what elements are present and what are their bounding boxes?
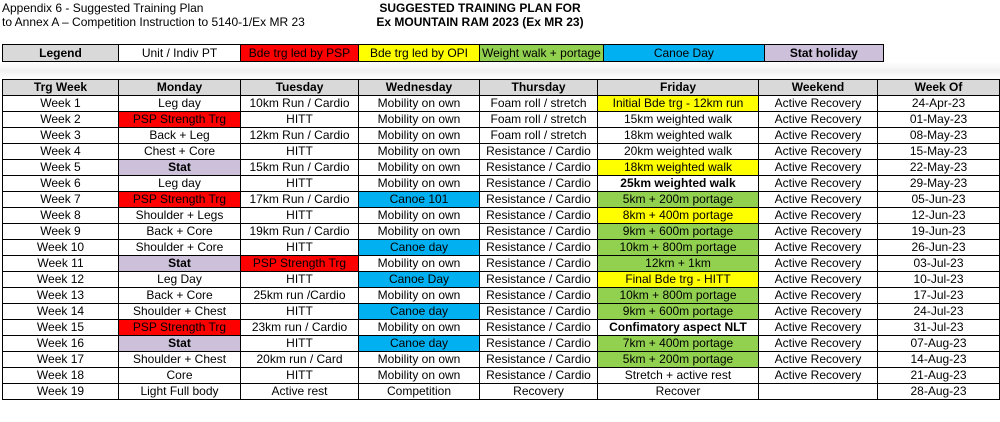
cell-monday: Back + Core (119, 224, 241, 240)
cell-monday: Shoulder + Core (119, 240, 241, 256)
divider (0, 62, 1000, 79)
cell-tuesday: 17km Run / Cardio (241, 192, 359, 208)
cell-wednesday: Mobility on own (359, 288, 480, 304)
cell-monday: Shoulder + Chest (119, 352, 241, 368)
cell-week-of: 24-Jul-23 (878, 304, 1000, 320)
cell-wednesday: Canoe day (359, 304, 480, 320)
table-row (3, 384, 1000, 400)
cell-weekend: Active Recovery (759, 304, 878, 320)
cell-thursday: Resistance / Cardio (480, 288, 598, 304)
cell-thursday: Foam roll / stretch (480, 128, 598, 144)
cell-tuesday: HITT (241, 144, 359, 160)
table-row (3, 176, 1000, 192)
cell-week-of: 10-Jul-23 (878, 272, 1000, 288)
cell-wednesday: Mobility on own (359, 256, 480, 272)
cell-friday: 25km weighted walk (598, 176, 759, 192)
legend-item-weight-walk-portage: Weight walk + portage (480, 45, 604, 62)
cell-weekend: Active Recovery (759, 224, 878, 240)
cell-thursday: Resistance / Cardio (480, 336, 598, 352)
cell-tuesday: HITT (241, 304, 359, 320)
cell-tuesday: 25km run /Cardio (241, 288, 359, 304)
cell-thursday: Resistance / Cardio (480, 304, 598, 320)
cell-weekend: Active Recovery (759, 176, 878, 192)
legend-item-canoe-day: Canoe Day (603, 45, 764, 62)
cell-tuesday: 10km Run / Cardio (241, 96, 359, 112)
cell-week-of: 12-Jun-23 (878, 208, 1000, 224)
cell-trg-week: Week 10 (3, 240, 119, 256)
cell-weekend: Active Recovery (759, 240, 878, 256)
cell-wednesday: Mobility on own (359, 96, 480, 112)
cell-weekend: Active Recovery (759, 192, 878, 208)
table-row (3, 160, 1000, 176)
cell-friday: 15km weighted walk (598, 112, 759, 128)
table-row (3, 224, 1000, 240)
cell-trg-week: Week 17 (3, 352, 119, 368)
cell-friday: 9km + 600m portage (598, 224, 759, 240)
cell-friday: 10km + 800m portage (598, 288, 759, 304)
cell-thursday: Resistance / Cardio (480, 320, 598, 336)
cell-trg-week: Week 16 (3, 336, 119, 352)
cell-friday: Recover (598, 384, 759, 400)
table-row (3, 272, 1000, 288)
cell-wednesday: Competition (359, 384, 480, 400)
cell-weekend: Active Recovery (759, 352, 878, 368)
cell-thursday: Resistance / Cardio (480, 176, 598, 192)
cell-trg-week: Week 9 (3, 224, 119, 240)
cell-friday: 18km weighted walk (598, 128, 759, 144)
legend-table (2, 44, 884, 62)
cell-tuesday: HITT (241, 368, 359, 384)
cell-thursday: Resistance / Cardio (480, 160, 598, 176)
column-header-tuesday: Tuesday (241, 80, 359, 96)
cell-trg-week: Week 8 (3, 208, 119, 224)
cell-monday: Stat (119, 256, 241, 272)
cell-weekend: Active Recovery (759, 288, 878, 304)
column-header-monday: Monday (119, 80, 241, 96)
column-header-wednesday: Wednesday (359, 80, 480, 96)
column-header-weekend: Weekend (759, 80, 878, 96)
cell-wednesday: Mobility on own (359, 160, 480, 176)
legend-item-bde-trg-led-by-psp: Bde trg led by PSP (241, 45, 359, 62)
cell-monday: Leg day (119, 176, 241, 192)
cell-tuesday: 12km Run / Cardio (241, 128, 359, 144)
cell-thursday: Resistance / Cardio (480, 208, 598, 224)
cell-week-of: 26-Jun-23 (878, 240, 1000, 256)
table-row (3, 112, 1000, 128)
table-row (3, 304, 1000, 320)
cell-wednesday: Mobility on own (359, 208, 480, 224)
cell-friday: 20km weighted walk (598, 144, 759, 160)
cell-thursday: Resistance / Cardio (480, 240, 598, 256)
cell-trg-week: Week 5 (3, 160, 119, 176)
cell-weekend: Active Recovery (759, 128, 878, 144)
cell-trg-week: Week 3 (3, 128, 119, 144)
cell-tuesday: 20km run / Card (241, 352, 359, 368)
cell-friday: 7km + 400m portage (598, 336, 759, 352)
cell-monday: Light Full body (119, 384, 241, 400)
cell-week-of: 01-May-23 (878, 112, 1000, 128)
cell-trg-week: Week 18 (3, 368, 119, 384)
cell-weekend: Active Recovery (759, 336, 878, 352)
cell-week-of: 05-Jun-23 (878, 192, 1000, 208)
table-row (3, 96, 1000, 112)
cell-wednesday: Mobility on own (359, 128, 480, 144)
cell-trg-week: Week 4 (3, 144, 119, 160)
cell-trg-week: Week 13 (3, 288, 119, 304)
cell-wednesday: Mobility on own (359, 320, 480, 336)
appendix-line: Appendix 6 - Suggested Training Plan (2, 1, 204, 15)
cell-monday: Leg day (119, 96, 241, 112)
cell-friday: 10km + 800m portage (598, 240, 759, 256)
cell-tuesday: HITT (241, 240, 359, 256)
cell-monday: PSP Strength Trg (119, 320, 241, 336)
cell-thursday: Resistance / Cardio (480, 368, 598, 384)
cell-friday: 5km + 200m portage (598, 192, 759, 208)
table-row (3, 288, 1000, 304)
cell-weekend: Active Recovery (759, 208, 878, 224)
cell-friday: 12km + 1km (598, 256, 759, 272)
cell-monday: Back + Core (119, 288, 241, 304)
cell-thursday: Resistance / Cardio (480, 352, 598, 368)
cell-monday: PSP Strength Trg (119, 192, 241, 208)
cell-weekend: Active Recovery (759, 368, 878, 384)
cell-trg-week: Week 7 (3, 192, 119, 208)
cell-monday: Stat (119, 160, 241, 176)
cell-trg-week: Week 1 (3, 96, 119, 112)
training-schedule-table (2, 79, 1000, 400)
legend-label: Legend (3, 45, 119, 62)
cell-wednesday: Canoe day (359, 336, 480, 352)
cell-trg-week: Week 6 (3, 176, 119, 192)
cell-week-of: 17-Jul-23 (878, 288, 1000, 304)
cell-wednesday: Canoe 101 (359, 192, 480, 208)
cell-week-of: 24-Apr-23 (878, 96, 1000, 112)
cell-tuesday: 23km run / Cardio (241, 320, 359, 336)
table-row (3, 256, 1000, 272)
cell-weekend: Active Recovery (759, 272, 878, 288)
cell-wednesday: Mobility on own (359, 224, 480, 240)
table-row (3, 240, 1000, 256)
cell-week-of: 07-Aug-23 (878, 336, 1000, 352)
cell-friday: 5km + 200m portage (598, 352, 759, 368)
cell-monday: Back + Leg (119, 128, 241, 144)
cell-friday: 9km + 600m portage (598, 304, 759, 320)
cell-weekend: Active Recovery (759, 256, 878, 272)
cell-friday: 8km + 400m portage (598, 208, 759, 224)
cell-trg-week: Week 11 (3, 256, 119, 272)
cell-wednesday: Mobility on own (359, 144, 480, 160)
cell-trg-week: Week 19 (3, 384, 119, 400)
cell-trg-week: Week 14 (3, 304, 119, 320)
table-row (3, 144, 1000, 160)
page-title (330, 1, 630, 29)
cell-tuesday: HITT (241, 272, 359, 288)
title-line-2: Ex MOUNTAIN RAM 2023 (Ex MR 23) (376, 15, 584, 29)
table-row (3, 368, 1000, 384)
cell-wednesday: Mobility on own (359, 176, 480, 192)
cell-week-of: 28-Aug-23 (878, 384, 1000, 400)
cell-monday: PSP Strength Trg (119, 112, 241, 128)
cell-monday: Shoulder + Legs (119, 208, 241, 224)
cell-thursday: Resistance / Cardio (480, 192, 598, 208)
cell-wednesday: Mobility on own (359, 368, 480, 384)
cell-wednesday: Canoe Day (359, 272, 480, 288)
cell-weekend: Active Recovery (759, 96, 878, 112)
cell-monday: Chest + Core (119, 144, 241, 160)
column-header-thursday: Thursday (480, 80, 598, 96)
table-row (3, 128, 1000, 144)
cell-friday: 18km weighted walk (598, 160, 759, 176)
title-line-1: SUGGESTED TRAINING PLAN FOR (379, 1, 581, 15)
cell-week-of: 31-Jul-23 (878, 320, 1000, 336)
legend-item-bde-trg-led-by-opi: Bde trg led by OPI (359, 45, 480, 62)
legend-item-unit-indiv-pt: Unit / Indiv PT (119, 45, 241, 62)
cell-thursday: Recovery (480, 384, 598, 400)
cell-thursday: Foam roll / stretch (480, 96, 598, 112)
cell-thursday: Resistance / Cardio (480, 144, 598, 160)
cell-monday: Stat (119, 336, 241, 352)
cell-thursday: Resistance / Cardio (480, 272, 598, 288)
cell-trg-week: Week 2 (3, 112, 119, 128)
cell-thursday: Resistance / Cardio (480, 224, 598, 240)
table-row (3, 208, 1000, 224)
column-header-trg-week: Trg Week (3, 80, 119, 96)
legend-row (3, 45, 884, 62)
cell-week-of: 15-May-23 (878, 144, 1000, 160)
cell-tuesday: HITT (241, 336, 359, 352)
column-header-friday: Friday (598, 80, 759, 96)
column-header-week-of: Week Of (878, 80, 1000, 96)
document-reference (2, 1, 305, 29)
cell-trg-week: Week 15 (3, 320, 119, 336)
cell-friday: Stretch + active rest (598, 368, 759, 384)
cell-tuesday: 15km Run / Cardio (241, 160, 359, 176)
cell-wednesday: Mobility on own (359, 112, 480, 128)
cell-tuesday: HITT (241, 208, 359, 224)
cell-thursday: Foam roll / stretch (480, 112, 598, 128)
cell-friday: Confimatory aspect NLT (598, 320, 759, 336)
cell-tuesday: HITT (241, 112, 359, 128)
cell-week-of: 21-Aug-23 (878, 368, 1000, 384)
cell-week-of: 08-May-23 (878, 128, 1000, 144)
cell-weekend (759, 384, 878, 400)
cell-weekend: Active Recovery (759, 112, 878, 128)
cell-monday: Shoulder + Chest (119, 304, 241, 320)
cell-tuesday: Active rest (241, 384, 359, 400)
cell-monday: Leg Day (119, 272, 241, 288)
cell-week-of: 14-Aug-23 (878, 352, 1000, 368)
cell-tuesday: 19km Run / Cardio (241, 224, 359, 240)
cell-friday: Initial Bde trg - 12km run (598, 96, 759, 112)
cell-weekend: Active Recovery (759, 160, 878, 176)
cell-week-of: 19-Jun-23 (878, 224, 1000, 240)
legend-item-stat-holiday: Stat holiday (764, 45, 883, 62)
cell-trg-week: Week 12 (3, 272, 119, 288)
cell-week-of: 03-Jul-23 (878, 256, 1000, 272)
cell-wednesday: Canoe day (359, 240, 480, 256)
table-row (3, 192, 1000, 208)
cell-thursday: Resistance / Cardio (480, 256, 598, 272)
cell-weekend: Active Recovery (759, 144, 878, 160)
cell-monday: Core (119, 368, 241, 384)
cell-friday: Final Bde trg - HITT (598, 272, 759, 288)
annex-line: to Annex A – Competition Instruction to 5140-1/Ex MR 23 (2, 15, 305, 29)
table-row (3, 320, 1000, 336)
header-row (3, 80, 1000, 96)
cell-week-of: 22-May-23 (878, 160, 1000, 176)
table-row (3, 336, 1000, 352)
cell-wednesday: Mobility on own (359, 352, 480, 368)
cell-weekend: Active Recovery (759, 320, 878, 336)
table-row (3, 352, 1000, 368)
cell-tuesday: HITT (241, 176, 359, 192)
cell-tuesday: PSP Strength Trg (241, 256, 359, 272)
cell-week-of: 29-May-23 (878, 176, 1000, 192)
